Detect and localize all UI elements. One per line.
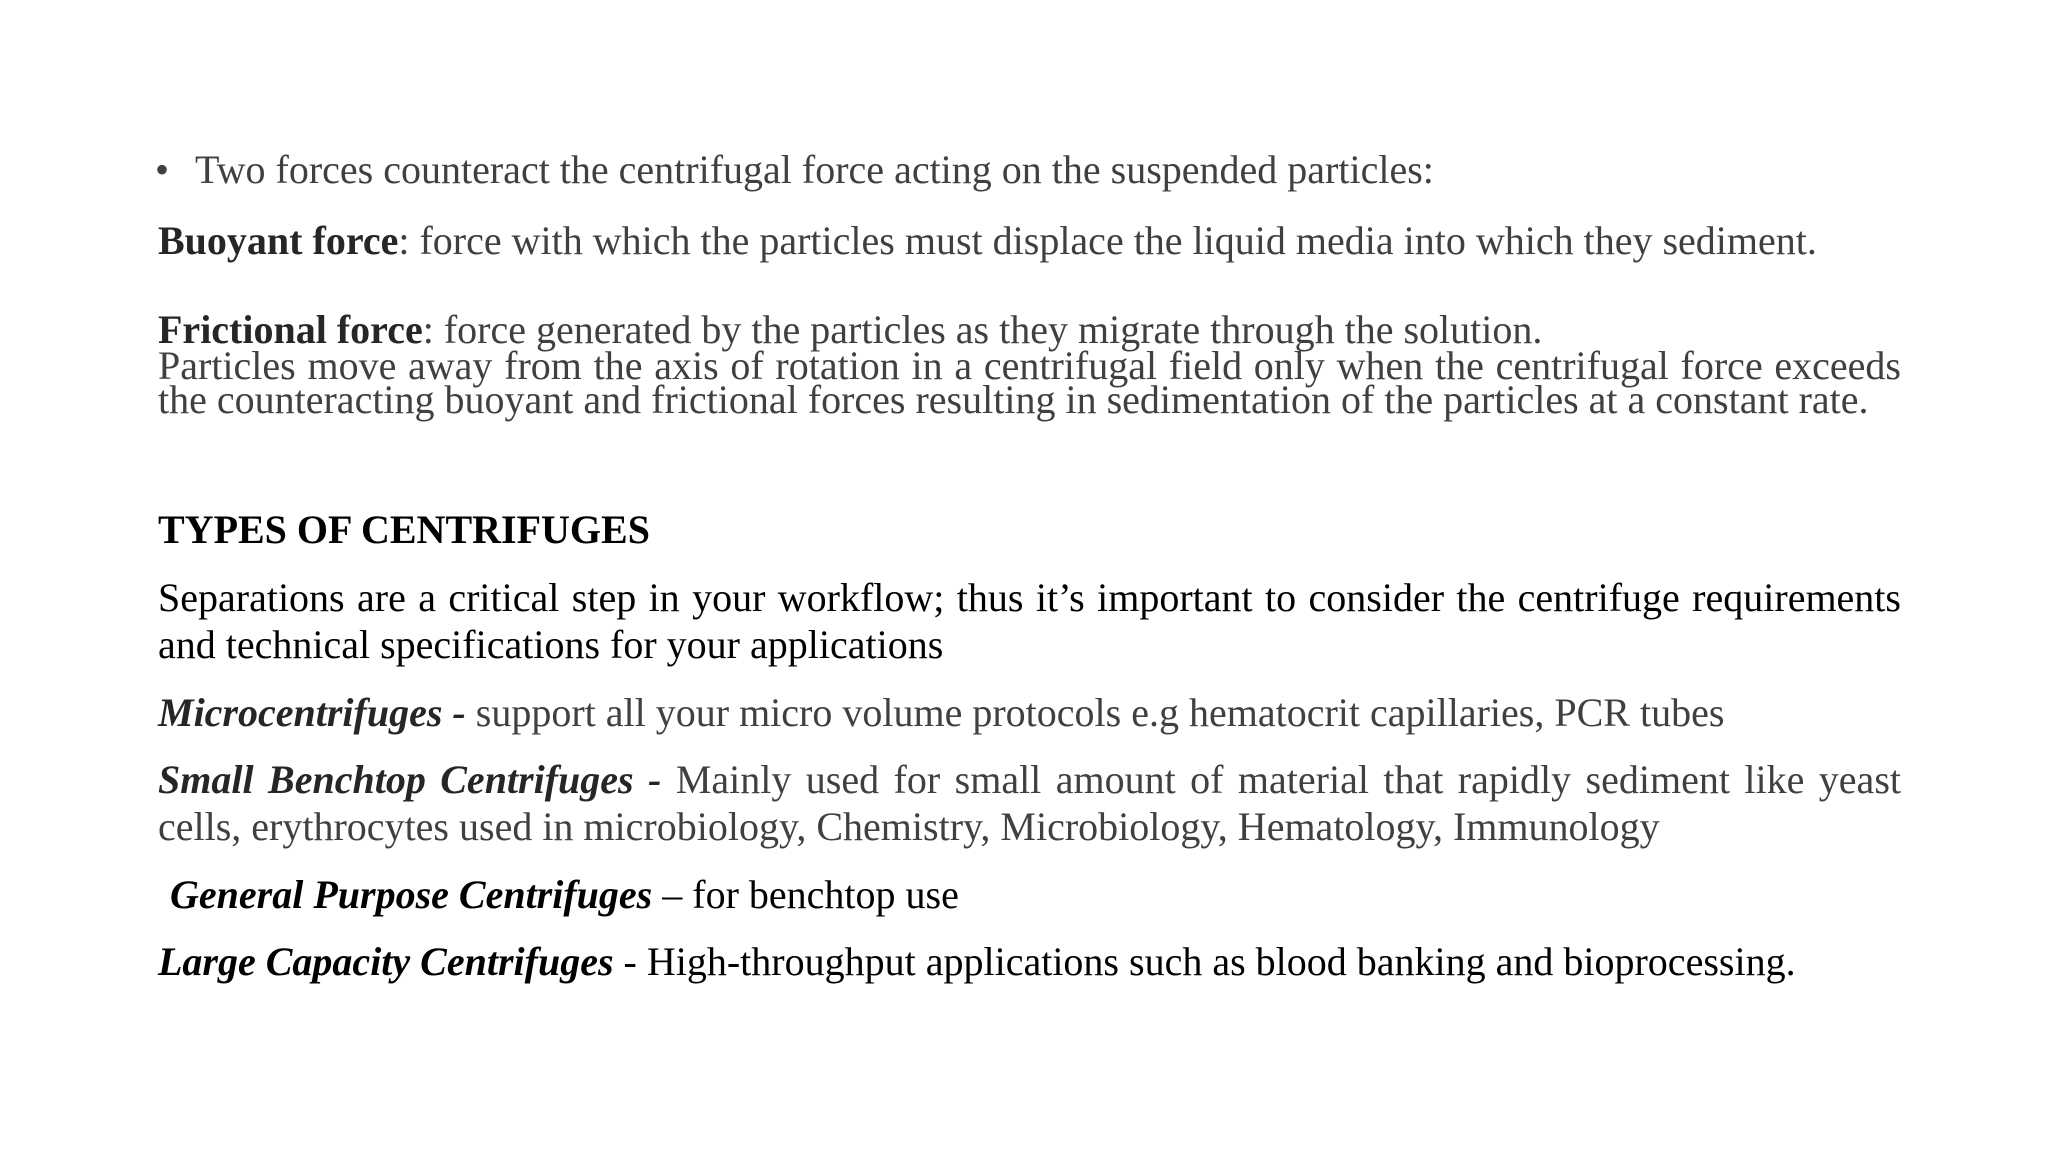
frictional-force-text: : force generated by the particles as they migrate through the solution. — [422, 307, 1543, 352]
types-heading: TYPES OF CENTRIFUGES — [158, 507, 650, 552]
large-capacity-paragraph — [158, 938, 1901, 985]
bullet-marker: • — [155, 147, 170, 192]
particles-paragraph: Particles move away from the axis of rotation in a centrifugal field only when the centrifugal force exceeds the counteracting buoyant and frictional forces resulting in sedimentation of the particles at a constant rate. — [158, 343, 1901, 422]
microcentrifuges-term: Microcentrifuges - — [158, 690, 476, 735]
frictional-force-term: Frictional force — [158, 307, 423, 352]
small-benchtop-text: Mainly used for small amount of material that rapidly sediment like yeast cells, erythrocytes used in microbiology, Chemistry, Microbiology, Hematology, Immunology — [158, 757, 1901, 849]
large-capacity-text: - High-throughput applications such as blood banking and bioprocessing. — [613, 939, 1796, 984]
general-purpose-text: – for benchtop use — [652, 872, 959, 917]
microcentrifuges-paragraph — [158, 689, 1901, 737]
buoyant-force-paragraph — [158, 217, 1901, 264]
large-capacity-term: Large Capacity Centrifuges — [158, 939, 614, 984]
bullet-text: Two forces counteract the centrifugal force acting on the suspended particles: — [195, 147, 1434, 192]
microcentrifuges-text: support all your micro volume protocols e.g hematocrit capillaries, PCR tubes — [475, 690, 1725, 735]
general-purpose-term: General Purpose Centrifuges — [170, 872, 653, 917]
buoyant-force-term: Buoyant force — [158, 218, 399, 263]
small-benchtop-term: Small Benchtop Centrifuges - — [158, 757, 676, 802]
separations-paragraph: Separations are a critical step in your workflow; thus it’s important to consider the centrifuge requirements and technical specifications for your applications — [158, 575, 1901, 667]
buoyant-force-text: : force with which the particles must displace the liquid media into which they sediment. — [398, 218, 1817, 263]
bullet-point — [155, 146, 1434, 194]
general-purpose-paragraph — [170, 871, 1913, 919]
small-benchtop-paragraph — [158, 756, 1901, 850]
